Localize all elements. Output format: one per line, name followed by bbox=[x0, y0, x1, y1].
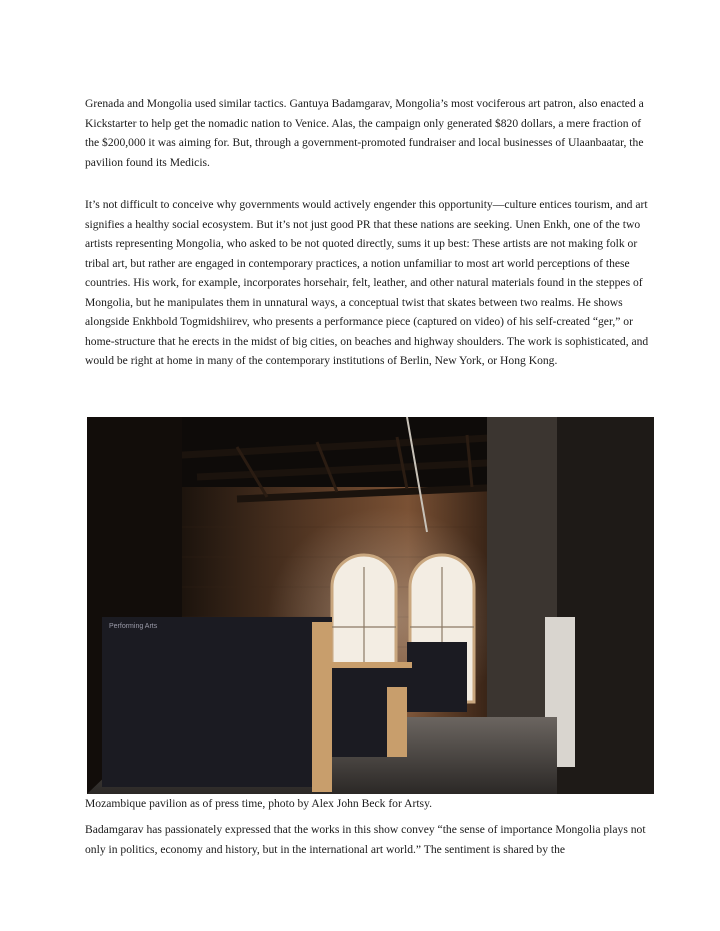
wall-sign-text: Performing Arts bbox=[109, 623, 158, 630]
article-paragraph-1: Grenada and Mongolia used similar tactics. Gantuya Badamgarav, Mongolia’s most vociferous art patron, also enacted a Kickstarter to help get the nomadic nation to Venice. Alas, the campaign only generated $820 dollars, a mere fraction of the $200,000 it was aiming for. But, through a government-promoted fundraiser and local businesses of Ulaanbaatar, the pavilion found its Medicis. bbox=[85, 97, 644, 169]
article-paragraph-2: It’s not difficult to conceive why governments would actively engender this opportunity—culture entices tourism, and art signifies a healthy social ecosystem. But it’s not just good PR that these nations are seeking. Unen Enkh, one of the two artists representing Mongolia, who asked to be not quoted directly, sums it up best: These artists are not making folk or tribal art, but rather are engaged in contemporary practices, a notion unfamiliar to most art world perceptions of these countries. His work, for example, incorporates horsehair, felt, leather, and other natural materials found in the steppes of Mongolia, but he manipulates them in unnatural ways, a conceptual twist that skates between two realms. He shows alongside Enkhbold Togmidshiirev, who presents a performance piece (captured on video) of his self-created “ger,” or home-structure that he erects in the midst of big cities, on beaches and highway shoulders. The work is sophisticated, and would be right at home in many of the contemporary institutions of Berlin, New York, or Hong Kong. bbox=[85, 198, 649, 367]
article-paragraph-3: Badamgarav has passionately expressed that the works in this show convey “the sense of importance Mongolia plays not only in politics, economy and history, but in the international art world.” The sentiment is shared by the bbox=[85, 823, 646, 856]
pavilion-photo bbox=[87, 417, 654, 794]
photo-caption: Mozambique pavilion as of press time, photo by Alex John Beck for Artsy. bbox=[85, 797, 433, 810]
